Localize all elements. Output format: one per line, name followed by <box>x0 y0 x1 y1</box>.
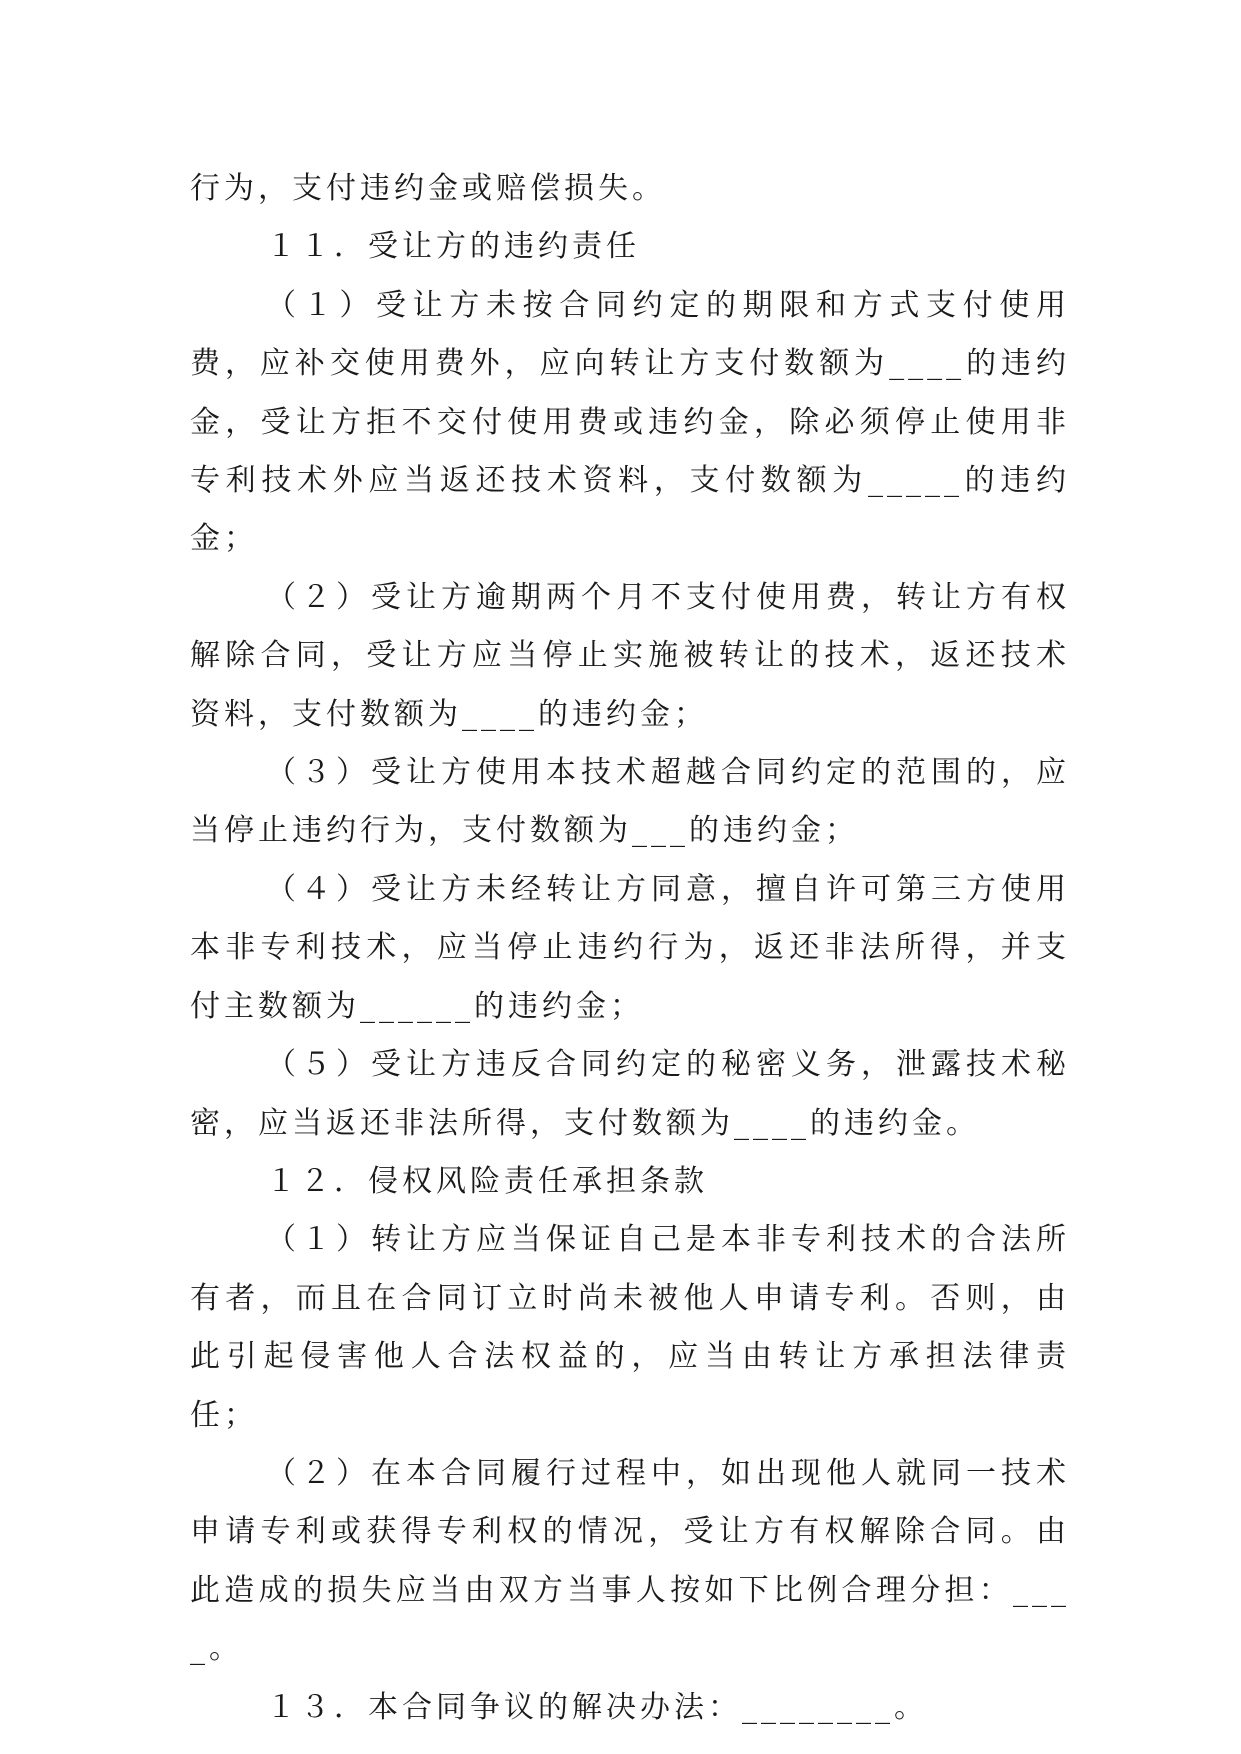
section-heading-11: １１．受让方的违约责任 <box>266 229 640 265</box>
section-heading-13: １３．本合同争议的解决办法：________。 <box>266 1689 928 1725</box>
clause-12-2: （２）在本合同履行过程中，如出现他人就同一技术申请专利或获得专利权的情况，受让方有权解除合同。由此造成的损失应当由双方当事人按如下比例合理分担：____。 <box>190 1455 1070 1667</box>
paragraph-continuation: 行为，支付违约金或赔偿损失。 <box>190 171 666 206</box>
clause-11-4: （４）受让方未经转让方同意，擅自许可第三方使用本非专利技术，应当停止违约行为，返还非法所得，并支付主数额为______的违约金； <box>190 871 1070 1024</box>
clause-11-1: （１）受让方未按合同约定的期限和方式支付使用费，应补交使用费外，应向转让方支付数额为____的违约金，受让方拒不交付使用费或违约金，除必须停止使用非专利技术外应当返还技术资料，支付数额为_____的违约金； <box>190 287 1070 557</box>
clause-11-3: （３）受让方使用本技术超越合同约定的范围的，应当停止违约行为，支付数额为___的违约金； <box>190 755 1070 849</box>
section-heading-12: １２．侵权风险责任承担条款 <box>266 1163 708 1199</box>
document-body <box>190 160 1070 1737</box>
clause-12-1: （１）转让方应当保证自己是本非专利技术的合法所有者，而且在合同订立时尚未被他人申请专利。否则，由此引起侵害他人合法权益的，应当由转让方承担法律责任； <box>190 1222 1070 1433</box>
clause-11-2: （２）受让方逾期两个月不支付使用费，转让方有权解除合同，受让方应当停止实施被转让的技术，返还技术资料，支付数额为____的违约金； <box>190 579 1070 732</box>
clause-11-5: （５）受让方违反合同约定的秘密义务，泄露技术秘密，应当返还非法所得，支付数额为____的违约金。 <box>190 1047 1070 1141</box>
